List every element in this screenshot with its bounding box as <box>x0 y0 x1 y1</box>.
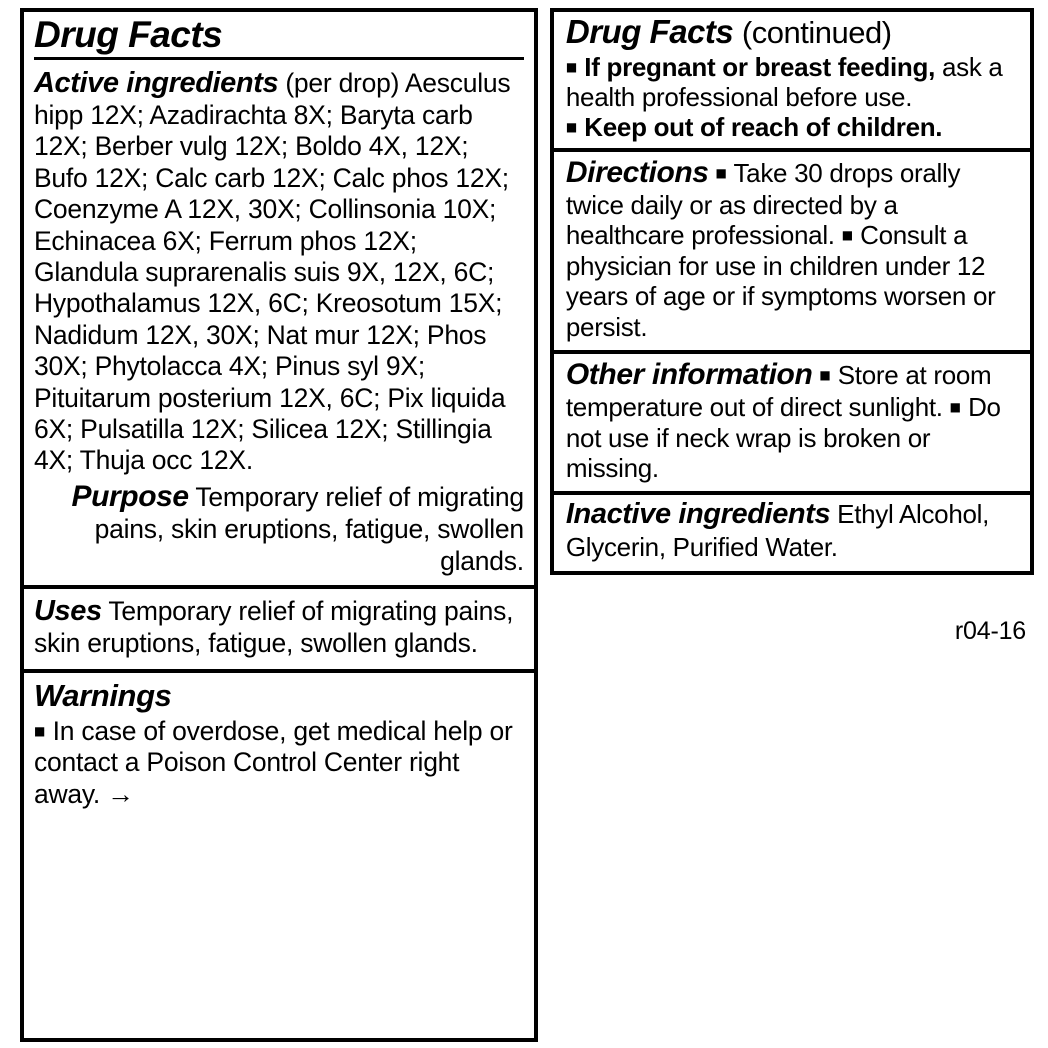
inactive-ingredients-heading: Inactive ingredients <box>565 498 831 531</box>
active-ingredients-heading: Active ingredients <box>34 66 279 99</box>
right-column <box>550 8 1034 1042</box>
directions-item-1: Take 30 drops orally twice daily or as directed by a healthcare professional. <box>565 157 961 251</box>
warnings-children-text: Keep out of reach of children. <box>584 112 943 143</box>
directions-heading: Directions <box>565 155 709 189</box>
directions-box <box>550 152 1034 354</box>
purpose-heading: Purpose <box>71 479 189 513</box>
other-information-item-2: Do not use if neck wrap is broken or missing. <box>565 392 1001 483</box>
warnings-continued-box <box>550 8 1034 152</box>
other-information-item-1: Store at room temperature out of direct sunlight. <box>565 360 992 423</box>
inactive-ingredients-paragraph <box>566 498 1020 562</box>
directions-item-2: Consult a physician for use in children under 12 years of age or if symptoms worsen or persist. <box>565 220 996 342</box>
warnings-pregnancy-bold: If pregnant or breast feeding, <box>584 51 936 82</box>
warnings-section <box>24 669 534 1038</box>
other-information-heading: Other information <box>565 358 813 391</box>
other-information-paragraph <box>566 357 1020 483</box>
directions-paragraph <box>566 155 1020 342</box>
arrow-icon: → <box>107 778 135 809</box>
page-title-continued <box>566 15 1020 49</box>
active-ingredients-text: Aesculus hipp 12X; Azadirachta 8X; Baryta carb 12X; Berber vulg 12X; Boldo 4X, 12X; Bufo 12X; Calc carb 12X; Calc phos 12X; Coenzyme A 12X, 30X; Collinsonia 10X; Echinacea 6X; Ferrum phos 12X; Glandula suprarenalis suis 9X, 12X, 6C; Hypothalamus 12X, 6C; Kreosotum 15X; Nadidum 12X, 30X; Nat mur 12X; Phos 30X; Phytolacca 4X; Pinus syl 9X; Pituitarum posterium 12X, 6C; Pix liquida 6X; Pulsatilla 12X; Silicea 12X; Stillingia 4X; Thuja occ 12X. <box>34 67 511 476</box>
uses-paragraph <box>34 594 524 660</box>
active-ingredients-paragraph <box>34 66 524 477</box>
purpose-paragraph <box>34 479 524 577</box>
purpose-section <box>24 477 534 585</box>
warnings-heading: Warnings <box>34 677 172 713</box>
bullet-icon: ■ <box>819 365 831 387</box>
page-title-continued-main: Drug Facts <box>565 13 734 50</box>
bullet-icon: ■ <box>841 225 854 247</box>
bullet-icon: ■ <box>949 397 962 419</box>
warnings-children-item <box>566 112 1020 142</box>
warnings-overdose-item <box>34 716 524 811</box>
bullet-icon: ■ <box>565 57 578 78</box>
other-information-box <box>550 354 1034 495</box>
uses-heading: Uses <box>34 595 102 628</box>
active-ingredients-section <box>24 64 534 477</box>
bullet-icon: ■ <box>34 721 46 743</box>
inactive-ingredients-text: Ethyl Alcohol, Glycerin, Purified Water. <box>565 499 990 563</box>
inactive-ingredients-box <box>550 495 1034 574</box>
uses-section <box>24 585 534 669</box>
left-column <box>20 8 538 1042</box>
page-title: Drug Facts <box>34 14 223 55</box>
purpose-text: Temporary relief of migrating pains, skin eruptions, fatigue, swollen glands. <box>94 481 524 576</box>
bullet-icon: ■ <box>565 117 578 139</box>
warnings-overdose-text: In case of overdose, get medical help or contact a Poison Control Center right away. <box>34 715 513 809</box>
active-ingredients-qualifier: (per drop) <box>285 67 400 98</box>
uses-text: Temporary relief of migrating pains, skin eruptions, fatigue, swollen glands. <box>34 596 514 659</box>
revision-code: r04-16 <box>954 616 1026 645</box>
drug-facts-title-block <box>24 12 534 64</box>
title-divider <box>34 57 524 60</box>
page-title-continued-suffix: (continued) <box>741 15 892 50</box>
bullet-icon: ■ <box>715 163 728 185</box>
warnings-pregnancy-rest: ask a health professional before use. <box>565 51 1003 113</box>
warnings-pregnancy-item <box>566 52 1020 113</box>
